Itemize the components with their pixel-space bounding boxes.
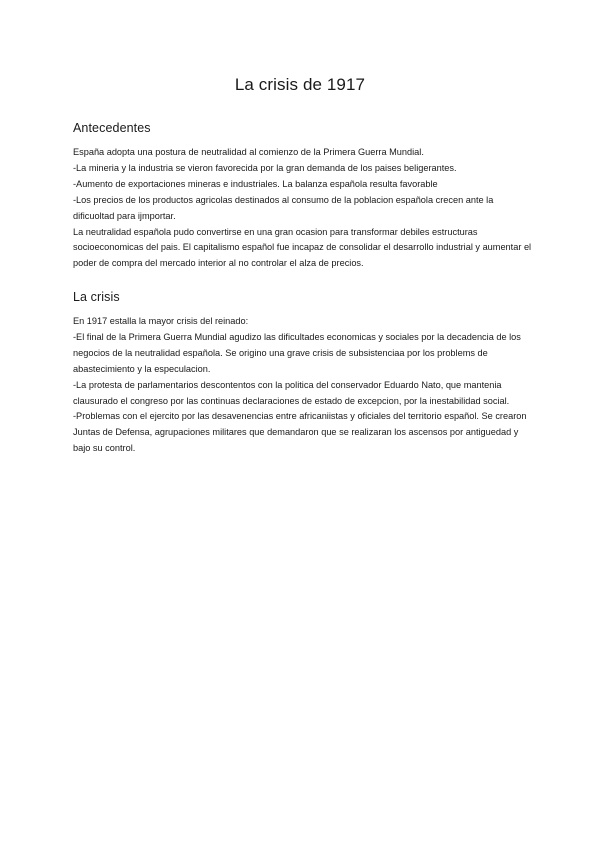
section-heading: Antecedentes (73, 121, 151, 135)
paragraph-line: -Aumento de exportaciones mineras e industriales. La balanza española resulta favorable (73, 178, 438, 189)
section-heading: La crisis (73, 290, 120, 304)
paragraph-line: -La mineria y la industria se vieron favorecida por la gran demanda de los paises beligerantes. (73, 162, 457, 173)
paragraph-line: -El final de la Primera Guerra Mundial agudizo las dificultades economicas y sociales por la decadencia de los negocios de la neutralidad española. Se origino una grave crisis de subsistenciaa por los problems de abastecimiento y la especulacion. (73, 331, 521, 374)
paragraph-line: -Problemas con el ejercito por las desavenencias entre africaniistas y oficiales del territorio español. Se crearon Juntas de Defensa, agrupaciones militares que demandaron que se realizaran los ascensos por antiguedad y bajo su control. (73, 411, 527, 454)
paragraph-line: En 1917 estalla la mayor crisis del reinado: (73, 316, 249, 326)
paragraph-line: España adopta una postura de neutralidad al comienzo de la Primera Guerra Mundial. (73, 147, 424, 157)
section-antecedentes (73, 121, 533, 272)
document-title: La crisis de 1917 (234, 75, 366, 94)
paragraph-line: -Los precios de los productos agricolas destinados al consumo de la poblacion española crecen ante la dificuoltad para ijmportar. (73, 194, 494, 221)
section-la-crisis (73, 290, 533, 457)
paragraph-line: La neutralidad española pudo convertirse en una gran ocasion para transformar debiles estructuras socioeconomicas del pais. El capitalismo español fue incapaz de consolidar el desarrollo industrial y aumentar el poder de compra del mercado interior al no controlar el alza de precios. (73, 226, 532, 269)
paragraph-line: -La protesta de parlamentarios descontentos con la politica del conservador Eduardo Nato, que mantenia clausurado el congreso por las continuas declaraciones de estado de excepcion, por la inestabilidad social. (73, 379, 510, 406)
